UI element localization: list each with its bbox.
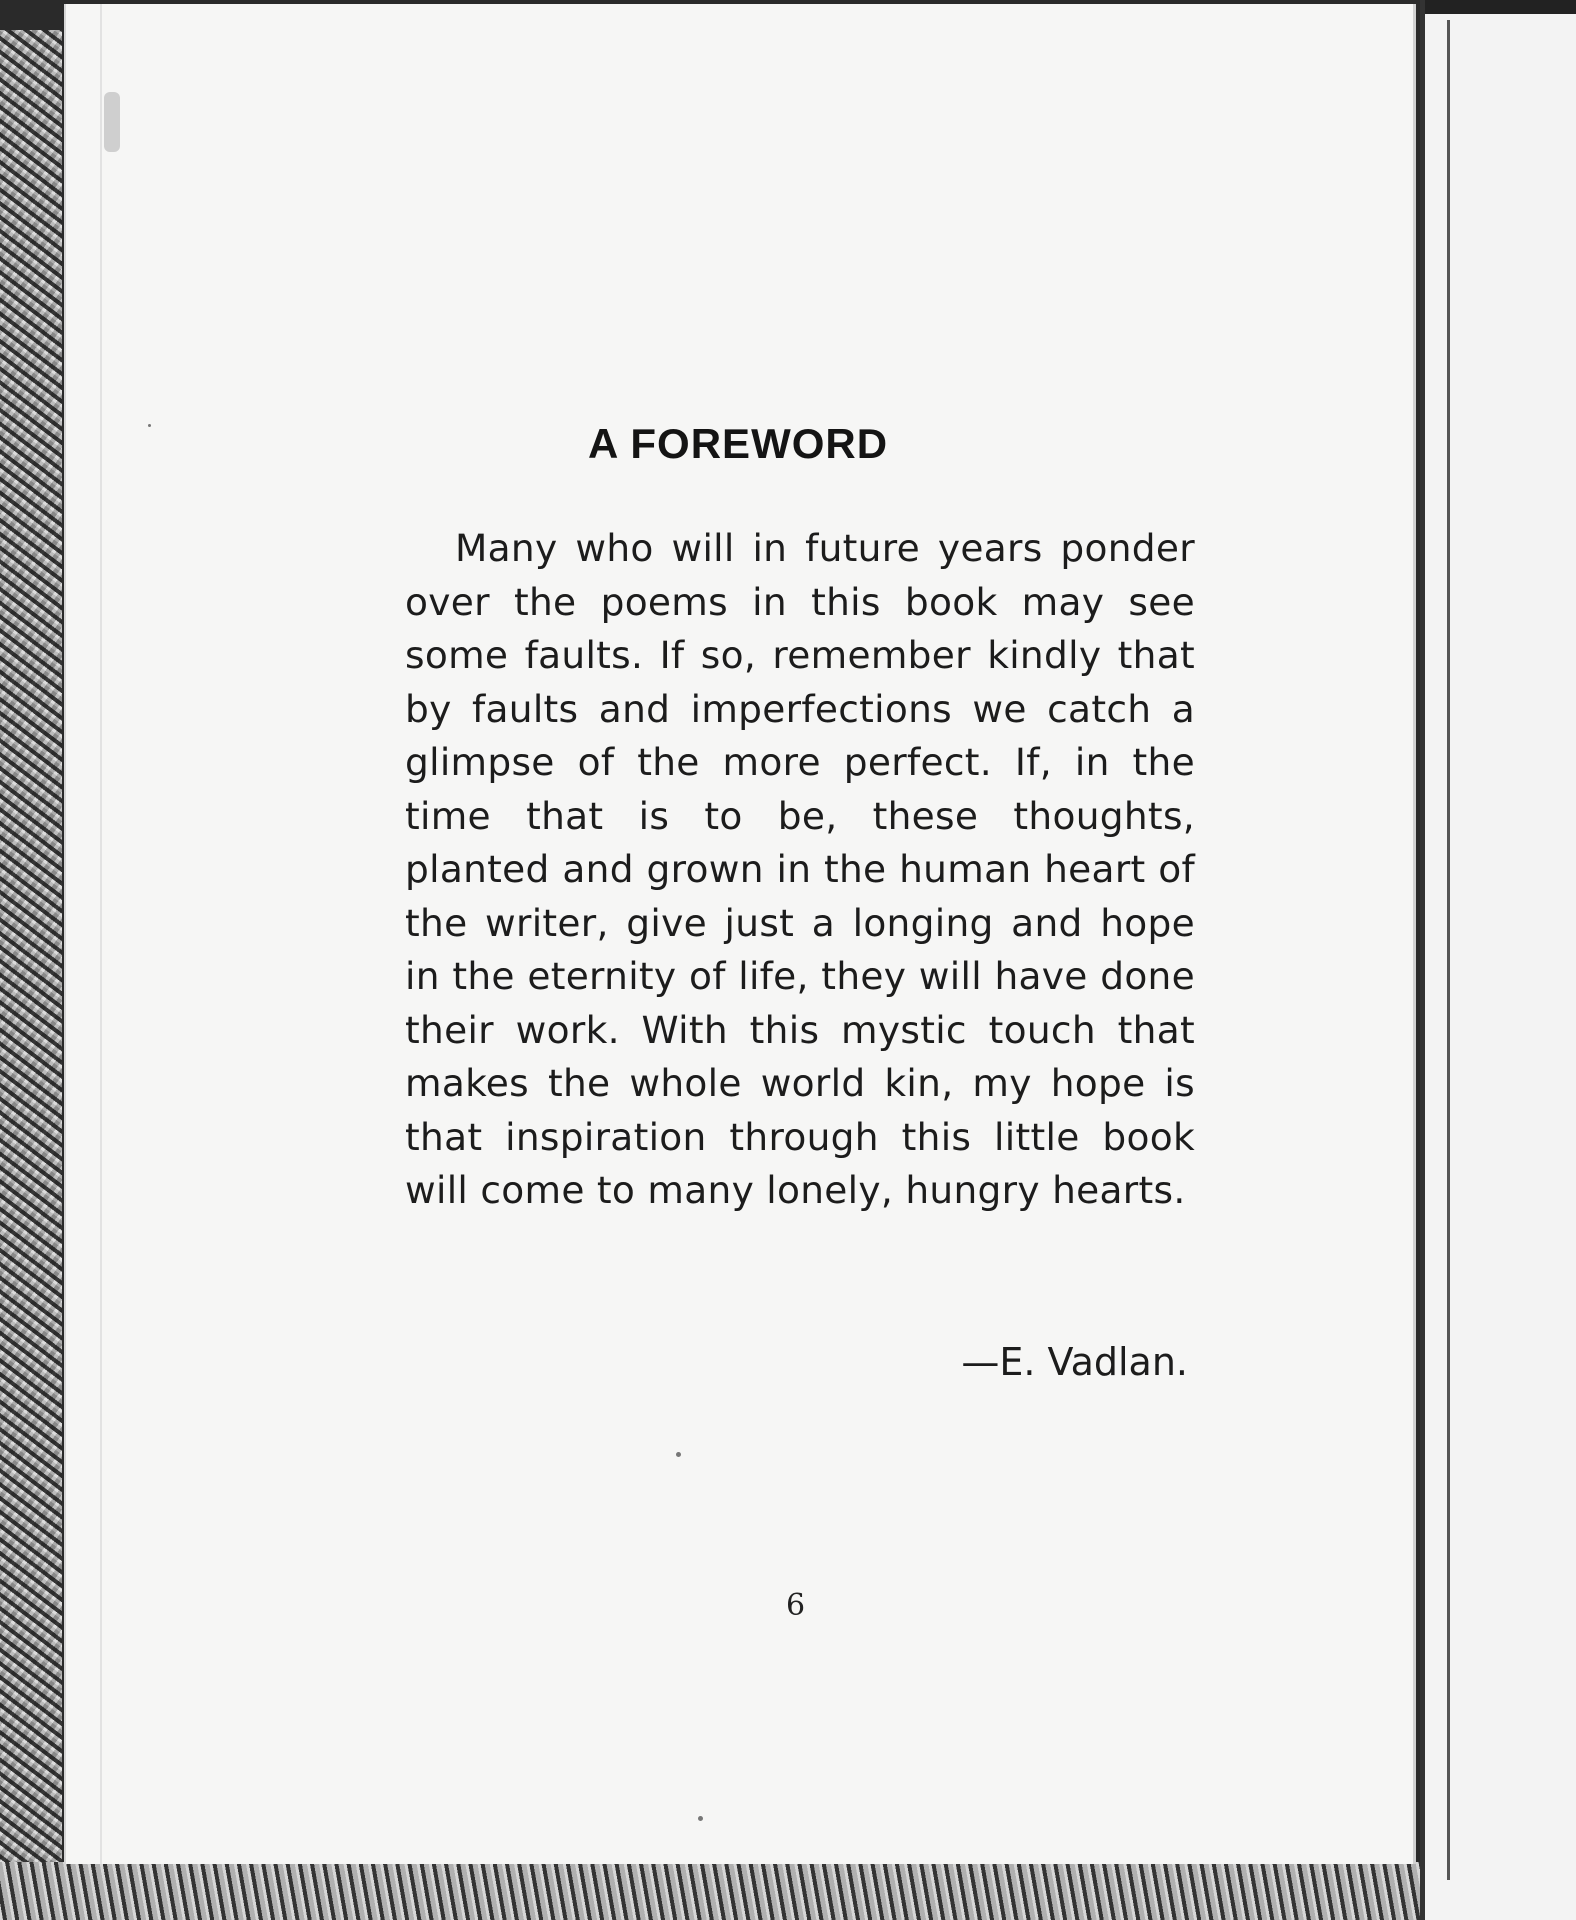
facing-page-edge (1420, 0, 1576, 1920)
page-tab-mark (104, 92, 120, 152)
page-fold-line (100, 4, 102, 1864)
paper-speck (148, 424, 151, 427)
facing-page-top-band (1425, 0, 1576, 14)
paper-speck (698, 1816, 703, 1821)
foreword-title: A FOREWORD (587, 420, 889, 467)
page-number: 6 (786, 1588, 806, 1623)
facing-page-inner-edge (1447, 20, 1450, 1880)
author-signature: —E. Vadlan. (961, 1340, 1188, 1384)
foreword-body: Many who will in future years ponder over the poems in this book may see some faults. If so, remember kindly that by faults and imperfections we catch a glimpse of the more perfect. If, in the time that is to be, these thoughts, planted and grown in the human heart of the writer, give just a longing and hope in the eternity of life, they will have done their work. With this mystic touch that makes the whole world kin, my hope is that inspiration through this little book will come to many lonely, hungry hearts. (405, 526, 1195, 1212)
paper-speck (676, 1452, 681, 1457)
marbled-bottom-edge (0, 1862, 1420, 1920)
marbled-cover-edge (0, 30, 62, 1890)
